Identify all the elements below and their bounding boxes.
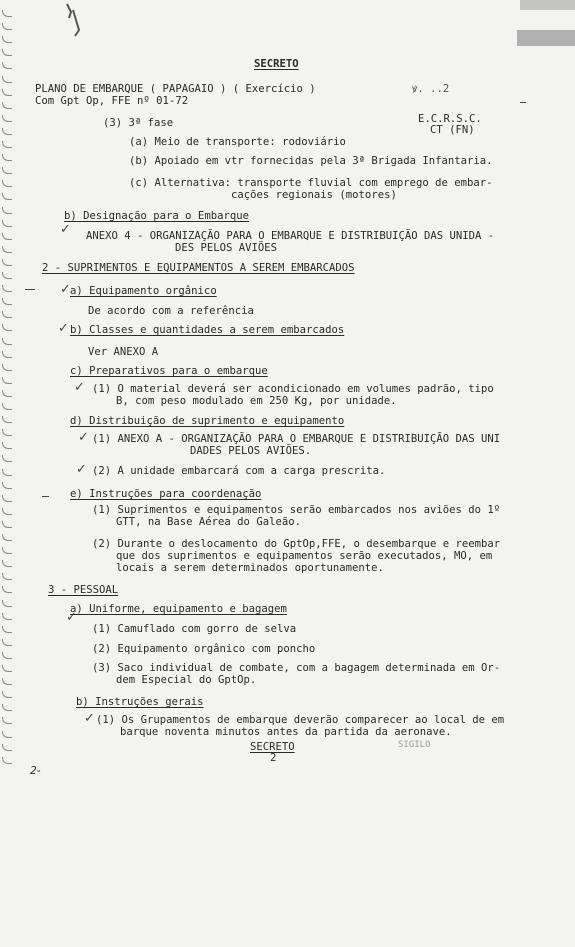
margin-dash [520, 102, 526, 103]
binder-hole [2, 154, 12, 161]
coordenacao-2-line-2: que dos suprimentos e equipamentos serão executados, MO, em [116, 550, 493, 562]
binder-hole [2, 324, 12, 331]
heading-instrucoes-coordenacao: e) Instruções para coordenação [70, 488, 262, 500]
binder-hole [2, 534, 12, 541]
coordenacao-2-line-3: locais a serem determinados oportunamente. [116, 562, 384, 574]
classification-bottom: SECRETO [250, 741, 295, 753]
binder-hole [2, 442, 12, 449]
binder-hole [2, 62, 12, 69]
scan-smudge-top-left [55, 0, 95, 40]
binder-hole [2, 23, 12, 30]
binder-hole [2, 704, 12, 711]
binder-hole [2, 364, 12, 371]
binder-hole [2, 600, 12, 607]
preparativos-line-2: B, com peso modulado em 250 Kg, por unidade. [116, 395, 397, 407]
binder-hole [2, 665, 12, 672]
binder-hole [2, 36, 12, 43]
binder-hole [2, 521, 12, 528]
binder-hole [2, 115, 12, 122]
margin-dash [25, 289, 35, 290]
checkmark-icon: ✓ [78, 430, 89, 445]
binder-hole [2, 207, 12, 214]
section-3a-fase [103, 117, 173, 129]
uniforme-2: (2) Equipamento orgânico com poncho [92, 643, 316, 655]
binder-hole [2, 233, 12, 240]
uniforme-3-line-1: (3) Saco individual de combate, com a bagagem determinada em Or- [92, 662, 501, 674]
alternative-line-1: (c) Alternativa: transporte fluvial com emprego de embar- [129, 177, 493, 189]
binder-hole [2, 246, 12, 253]
plan-title: PLANO DE EMBARQUE ( PAPAGAIO ) ( Exercício ) [35, 83, 316, 95]
page-number: 2 [270, 752, 277, 764]
checkmark-icon: ✓ [58, 321, 69, 336]
binder-hole [2, 691, 12, 698]
binder-hole [2, 495, 12, 502]
checkmark-icon: ✓ [84, 711, 95, 726]
binder-hole [2, 731, 12, 738]
gerais-1-line-1: (1) Os Grupamentos de embarque deverão comparecer ao local de em [96, 714, 505, 726]
transport-mode: (a) Meio de transporte: rodoviário [129, 136, 346, 148]
preparativos-line-1: (1) O material deverá ser acondicionado em volumes padrão, tipo [92, 383, 494, 395]
line-text: (3) 3ª fase [103, 117, 174, 129]
binder-hole [2, 639, 12, 646]
binder-hole [2, 259, 12, 266]
binder-hole [2, 390, 12, 397]
scan-smudge-top-right [515, 0, 575, 60]
binder-hole [2, 311, 12, 318]
binder-hole [2, 220, 12, 227]
gerais-1-line-2: barque noventa minutos antes da partida da aeronave. [120, 726, 452, 738]
heading-distribuicao: d) Distribuição de suprimento e equipamento [70, 415, 345, 427]
reference-line: De acordo com a referência [88, 305, 254, 317]
binder-hole [2, 167, 12, 174]
binder-hole [2, 272, 12, 279]
binder-hole [2, 508, 12, 515]
coordenacao-1-line-2: GTT, na Base Aérea do Galeão. [116, 516, 301, 528]
heading-instrucoes-gerais: b) Instruções gerais [76, 696, 204, 708]
command-line: Com Gpt Op, FFE nº 01-72 [35, 95, 189, 107]
binder-hole [2, 560, 12, 567]
binder-hole [2, 403, 12, 410]
heading-suprimentos: 2 - SUPRIMENTOS E EQUIPAMENTOS A SEREM EMBARCADOS [42, 262, 355, 274]
binder-hole [2, 455, 12, 462]
binder-hole [2, 49, 12, 56]
annotation-top: ꝟ. ..2 [412, 83, 450, 95]
uniforme-3-line-2: dem Especial do GptOp. [116, 674, 257, 686]
binder-hole [2, 652, 12, 659]
binder-hole [2, 193, 12, 200]
office-mark-sub: CT (FN) [430, 124, 475, 136]
carga-prescrita: (2) A unidade embarcará com a carga prescrita. [92, 465, 386, 477]
anexo-4-line-2: DES PELOS AVIÕES [175, 242, 278, 254]
margin-note: 2- [30, 765, 41, 777]
checkmark-icon: ✓ [66, 610, 77, 625]
uniforme-1: (1) Camuflado com gorro de selva [92, 623, 297, 635]
checkmark-icon: ✓ [74, 380, 85, 395]
heading-equipamento-organico: a) Equipamento orgânico [70, 285, 217, 297]
heading-classes: b) Classes e quantidades a serem embarcados [70, 324, 345, 336]
support-vehicles: (b) Apoiado em vtr fornecidas pela 3ª Brigada Infantaria. [129, 155, 493, 167]
binder-hole [2, 757, 12, 764]
binder-hole [2, 586, 12, 593]
checkmark-icon: ✓ [76, 462, 87, 477]
binder-hole [2, 482, 12, 489]
binder-hole [2, 678, 12, 685]
classification-top: SECRETO [254, 58, 299, 70]
binder-hole [2, 416, 12, 423]
binder-hole [2, 377, 12, 384]
binder-hole [2, 744, 12, 751]
checkmark-icon: ✓ [60, 222, 71, 237]
office-mark: E.C.R.S.C. [418, 113, 482, 125]
heading-preparativos: c) Preparativos para o embarque [70, 365, 268, 377]
binder-hole [2, 10, 12, 17]
anexo-4-line-1: ANEXO 4 - ORGANIZAÇÃO PARA O EMBARQUE E DISTRIBUIÇÃO DAS UNIDA - [86, 230, 495, 242]
binder-hole [2, 76, 12, 83]
coordenacao-2-line-1: (2) Durante o deslocamento do GptOp,FFE, o desembarque e reembar [92, 538, 501, 550]
binder-hole [2, 547, 12, 554]
heading-designacao: b) Designação para o Embarque [64, 210, 249, 222]
alternative-line-2: cações regionais (motores) [231, 189, 397, 201]
binder-hole [2, 613, 12, 620]
binder-hole [2, 717, 12, 724]
binder-hole [2, 469, 12, 476]
distribuicao-line-1: (1) ANEXO A - ORGANIZAÇÃO PARA O EMBARQUE E DISTRIBUIÇÃO DAS UNI [92, 433, 501, 445]
binder-hole [2, 573, 12, 580]
binder-holes [2, 10, 16, 770]
heading-uniforme: a) Uniforme, equipamento e bagagem [70, 603, 287, 615]
binder-hole [2, 141, 12, 148]
binder-hole [2, 89, 12, 96]
binder-hole [2, 429, 12, 436]
binder-hole [2, 102, 12, 109]
margin-dash [42, 496, 49, 497]
binder-hole [2, 298, 12, 305]
binder-hole [2, 338, 12, 345]
heading-pessoal: 3 - PESSOAL [48, 584, 119, 596]
distribuicao-line-2: DADES PELOS AVIÕES. [190, 445, 312, 457]
checkmark-icon: ✓ [60, 282, 71, 297]
binder-hole [2, 626, 12, 633]
ver-anexo-a: Ver ANEXO A [88, 346, 159, 358]
faded-stamp: SIGILO [398, 740, 431, 750]
binder-hole [2, 180, 12, 187]
coordenacao-1-line-1: (1) Suprimentos e equipamentos serão embarcados nos aviões do 1º [92, 504, 501, 516]
binder-hole [2, 128, 12, 135]
binder-hole [2, 285, 12, 292]
binder-hole [2, 351, 12, 358]
